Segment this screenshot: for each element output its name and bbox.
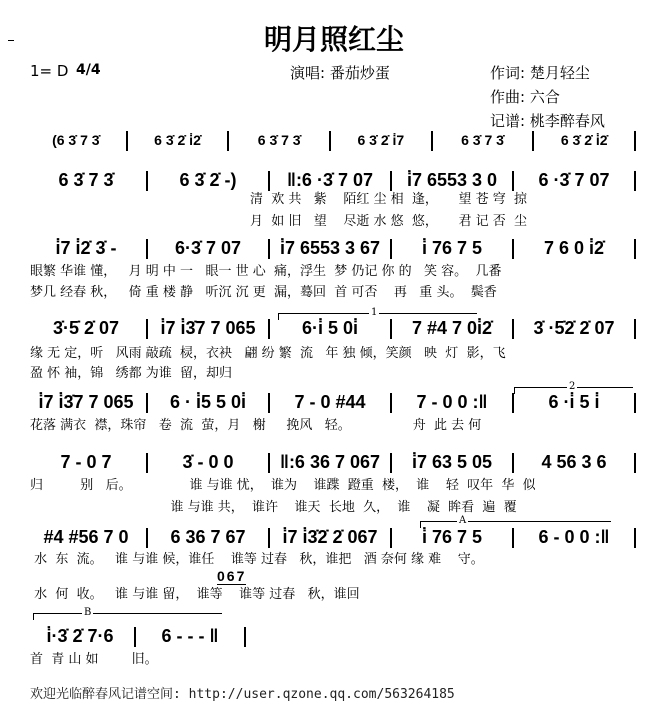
notation-row	[28, 318, 638, 339]
bar-line	[390, 319, 392, 339]
bar-line	[268, 393, 270, 413]
bar-line	[268, 319, 270, 339]
bar-line	[390, 453, 392, 473]
bar-line	[244, 627, 246, 647]
bar-line	[634, 239, 636, 259]
bar-line	[390, 171, 392, 191]
bar-line	[146, 239, 148, 259]
measure: 6 ·3̇ 7 07	[538, 170, 610, 190]
measure: (6 3̇ 7 3̇	[52, 132, 100, 148]
lyric-line: 谁 与谁 共， 谁许 谁天 长地 久， 谁 凝 眸看 遍 覆	[30, 500, 517, 515]
measure: 6 36 7 67	[170, 527, 246, 547]
time-signature: 4/4	[76, 62, 101, 78]
segment-a	[420, 515, 611, 528]
measure: 6·3̇ 7 07	[174, 238, 242, 258]
bar-line	[146, 453, 148, 473]
notation-row	[28, 452, 638, 473]
measure: 3̇ ·5̇2̇ 2̇ 07	[533, 318, 615, 338]
bar-line	[634, 131, 636, 151]
bar-line	[634, 171, 636, 191]
measure: 7 - 0 0 :‖	[416, 392, 488, 412]
bar-line	[268, 453, 270, 473]
notation-row	[28, 392, 638, 413]
measure: i̇7 i̇3̇7 7 065	[38, 392, 134, 412]
measure: 7 6 0 i̇2̇	[543, 238, 605, 258]
measure: 6·i̇ 5 0i̇	[301, 318, 359, 338]
measure: 6 3̇ 2̇ i̇2̇	[560, 132, 608, 148]
measure: 6 · i̇5 5 0i̇	[169, 392, 247, 412]
notation-row	[28, 130, 638, 151]
measure: 6 ·i̇ 5 i̇	[548, 392, 600, 412]
segment-b-label: B	[84, 607, 92, 618]
composer: 作曲: 六合	[490, 88, 560, 106]
key-signature: 1= D	[30, 62, 69, 80]
bar-line	[512, 319, 514, 339]
bar-line	[146, 528, 148, 548]
measure: ‖:6 36 7 067	[279, 452, 381, 472]
bar-line	[134, 627, 136, 647]
measure: i̇ 76 7 5	[421, 238, 483, 258]
lyric-line: 梦几 经春 秋， 倚 重 楼 静 听沉 沉 更 漏，蓦回 首 可否 再 重 头。 鬓香	[30, 285, 497, 300]
measure: 3̇·5̇ 2̇ 07	[52, 318, 120, 338]
bar-line	[512, 171, 514, 191]
bar-line	[146, 171, 148, 191]
measure: 7 #4 7 0i̇2̇	[411, 318, 493, 338]
bar-line	[329, 131, 331, 151]
lyric-line: 盈 怀 袖，锦 绣都 为谁 留，却归	[30, 366, 233, 381]
volta-1	[278, 307, 477, 320]
bar-line	[146, 319, 148, 339]
measure: 7 - 0 7	[60, 452, 112, 472]
bar-line	[512, 393, 514, 413]
lyric-line: 月 如 旧 望 尽逝 水 悠 悠， 君 记 否 尘	[250, 214, 528, 229]
footer-text: 欢迎光临醉春风记谱空间: http://user.qzone.qq.com/563264185	[30, 687, 455, 702]
measure: i̇7 i̇2̇ 3̇ -	[55, 238, 117, 258]
measure: 6 3̇ 7 3̇	[257, 132, 301, 148]
measure: 6 3̇ 2̇ i̇2̇	[154, 132, 201, 148]
volta-1-label: 1	[371, 307, 378, 318]
measure: 3̇ - 0 0	[182, 452, 234, 472]
bar-line	[390, 528, 392, 548]
measure: i̇7 6553 3 67	[279, 238, 381, 258]
volta-2-label: 2	[569, 381, 576, 392]
lyric-line: 归 别 后。 谁 与谁 忧， 谁为 谁蹀 蹬重 楼， 谁 轻 叹年 华 似	[30, 478, 536, 493]
segment-a-label: A	[459, 515, 467, 526]
measure: i̇·3̇ 2̇ 7·6	[46, 626, 114, 646]
bar-line	[146, 393, 148, 413]
bar-line	[512, 453, 514, 473]
lyric-line: 眼繁 华谁 懂， 月 明 中 一 眼一 世 心 痛，浮生 梦 仍记 你 的 笑 容。 几番	[30, 264, 502, 279]
notation-row	[28, 527, 638, 548]
bar-line	[227, 131, 229, 151]
measure: i̇7 i̇3̇7 7 065	[160, 318, 256, 338]
notation-row	[28, 238, 638, 259]
singer: 演唱: 番茄炒蛋	[290, 64, 390, 82]
lyricist: 作词: 楚月轻尘	[490, 64, 590, 82]
segment-b	[33, 607, 222, 620]
song-title: 明月照红尘	[263, 23, 404, 56]
bar-line	[431, 131, 433, 151]
bar-line	[268, 171, 270, 191]
measure: i̇ 76 7 5	[421, 527, 483, 547]
bar-line	[634, 393, 636, 413]
measure: 6 - 0 0 :‖	[538, 527, 610, 547]
bar-line	[390, 393, 392, 413]
notation-row	[28, 626, 248, 647]
measure: 7 - 0 #44	[294, 392, 366, 412]
lyric-line: 缘 无 定，听 风雨 敲疏 棂，衣袂 翩 纷 繁 流 年 独 倾，笑颜 映 灯 影，飞	[30, 346, 506, 361]
measure: i̇7 6553 3 0	[406, 170, 498, 190]
bar-line	[634, 453, 636, 473]
notation-row	[28, 170, 638, 191]
measure: 6 3̇ 2̇ i̇7	[357, 132, 405, 148]
lyric-line: 清 欢 共 紫 陌红 尘 相 逢， 望 苍 穹 掠	[250, 192, 528, 207]
volta-2	[514, 381, 633, 394]
bar-line	[390, 239, 392, 259]
lyric-line: 花落 满衣 襟，珠帘 卷 流 萤，月 榭 挽风 轻。 舟 此 去 何	[30, 418, 482, 433]
measure: 6 - - - ‖	[161, 626, 219, 646]
lyric-line: 水 东 流。 谁 与谁 候，谁任 谁等 过春 秋，谁把 酒 奈何 缘 难 守。	[30, 552, 484, 567]
bar-line	[532, 131, 534, 151]
bar-line	[126, 131, 128, 151]
measure: i̇7 i̇3̇2̇ 2̇ 067	[282, 527, 378, 547]
measure: 6 3̇ 7 3̇	[58, 170, 114, 190]
alternate-notes: 067	[217, 568, 247, 584]
bar-line	[634, 528, 636, 548]
bar-line	[512, 239, 514, 259]
lyric-line: 水 何 收。 谁 与谁 留， 谁等 谁等 过春 秋，谁回	[30, 587, 360, 602]
lyric-line: 首 青 山 如 旧。	[30, 652, 158, 667]
measure: 6 3̇ 7 3̇	[461, 132, 504, 148]
measure: ‖:6 ·3̇ 7 07	[286, 170, 373, 190]
measure: #4 #56 7 0	[43, 527, 129, 547]
bar-line	[268, 239, 270, 259]
bar-line	[634, 319, 636, 339]
bar-line	[512, 528, 514, 548]
measure: i̇7 63 5 05	[411, 452, 493, 472]
bar-line	[268, 528, 270, 548]
transcriber: 记谱: 桃李醉春风	[490, 112, 605, 130]
measure: 6 3̇ 2̇ -)	[179, 170, 237, 190]
measure: 4 56 3 6	[541, 452, 607, 472]
